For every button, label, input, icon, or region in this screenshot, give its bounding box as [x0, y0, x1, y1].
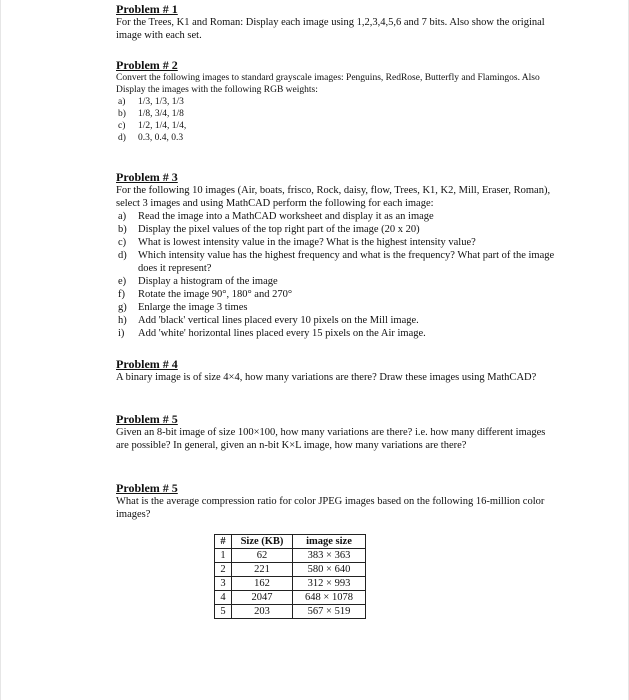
list-item: c) 1/2, 1/4, 1/4, [118, 121, 187, 131]
list-item: a) Read the image into a MathCAD worksheet and display it as an image [118, 211, 434, 222]
problem-1-text: For the Trees, K1 and Roman: Display each image using 1,2,3,4,5,6 and 7 bits. Also show the original image with each set. [116, 17, 545, 41]
list-item: d) 0.3, 0.4, 0.3 [118, 133, 184, 143]
cell: 648 × 1078 [293, 591, 366, 605]
table-row [215, 549, 366, 563]
list-item: c) What is lowest intensity value in the image? What is the highest intensity value? [118, 237, 476, 248]
problem-1-title: Problem # 1 [116, 2, 178, 16]
problem-2-title: Problem # 2 [116, 58, 178, 72]
list-item: b) Display the pixel values of the top right part of the image (20 x 20) [118, 224, 420, 235]
cell: 2 [215, 563, 232, 577]
column-header: image size [293, 535, 366, 549]
problem-5a-text: Given an 8-bit image of size 100×100, how many variations are there? i.e. how many different images are possible? In general, given an n-bit K×L image, how many variations are there? [116, 427, 546, 451]
problem-5b-title: Problem # 5 [116, 481, 178, 495]
table-row [215, 577, 366, 591]
problem-3-text: For the following 10 images (Air, boats, frisco, Rock, daisy, flow, Trees, K1, K2, Mill, Eraser, Roman), select 3 images and using MathCAD perform the following for each image: [116, 185, 551, 209]
column-header: # [215, 535, 232, 549]
cell: 62 [232, 549, 293, 563]
list-item: e) Display a histogram of the image [118, 276, 278, 287]
cell: 162 [232, 577, 293, 591]
compression-table [214, 534, 366, 619]
cell: 1 [215, 549, 232, 563]
cell: 567 × 519 [293, 605, 366, 619]
list-item: b) 1/8, 3/4, 1/8 [118, 109, 184, 119]
problem-3 [116, 170, 556, 340]
cell: 5 [215, 605, 232, 619]
cell: 2047 [232, 591, 293, 605]
problem-1 [116, 2, 556, 42]
column-header: Size (KB) [232, 535, 293, 549]
problem-5b [116, 481, 556, 521]
cell: 312 × 993 [293, 577, 366, 591]
list-item: i) Add 'white' horizontal lines placed every 15 pixels on the Air image. [118, 328, 426, 339]
list-item: a) 1/3, 1/3, 1/3 [118, 97, 184, 107]
left-page-edge [0, 0, 1, 700]
list-item: f) Rotate the image 90°, 180° and 270° [118, 289, 293, 300]
table-header-row [215, 535, 366, 549]
cell: 383 × 363 [293, 549, 366, 563]
problem-3-title: Problem # 3 [116, 170, 178, 184]
cell: 580 × 640 [293, 563, 366, 577]
table-row [215, 605, 366, 619]
problem-4-text: A binary image is of size 4×4, how many variations are there? Draw these images using MathCAD? [116, 372, 537, 383]
list-item: g) Enlarge the image 3 times [118, 302, 248, 313]
table-row [215, 563, 366, 577]
list-item: d) Which intensity value has the highest frequency and what is the frequency? What part of the image does it represent? [118, 250, 555, 274]
problem-2 [116, 58, 556, 144]
problem-4 [116, 357, 556, 384]
problem-5a [116, 412, 556, 452]
problem-5b-text: What is the average compression ratio for color JPEG images based on the following 16-million color images? [116, 496, 545, 520]
problem-5a-title: Problem # 5 [116, 412, 178, 426]
problem-3-list [116, 210, 556, 340]
cell: 221 [232, 563, 293, 577]
cell: 3 [215, 577, 232, 591]
problem-2-list [116, 96, 556, 144]
cell: 203 [232, 605, 293, 619]
problem-2-text: Convert the following images to standard grayscale images: Penguins, RedRose, Butterfly and Flamingos. Also Display the images with the following RGB weights: [116, 73, 540, 95]
list-item: h) Add 'black' vertical lines placed every 10 pixels on the Mill image. [118, 315, 419, 326]
problem-4-title: Problem # 4 [116, 357, 178, 371]
cell: 4 [215, 591, 232, 605]
table-row [215, 591, 366, 605]
